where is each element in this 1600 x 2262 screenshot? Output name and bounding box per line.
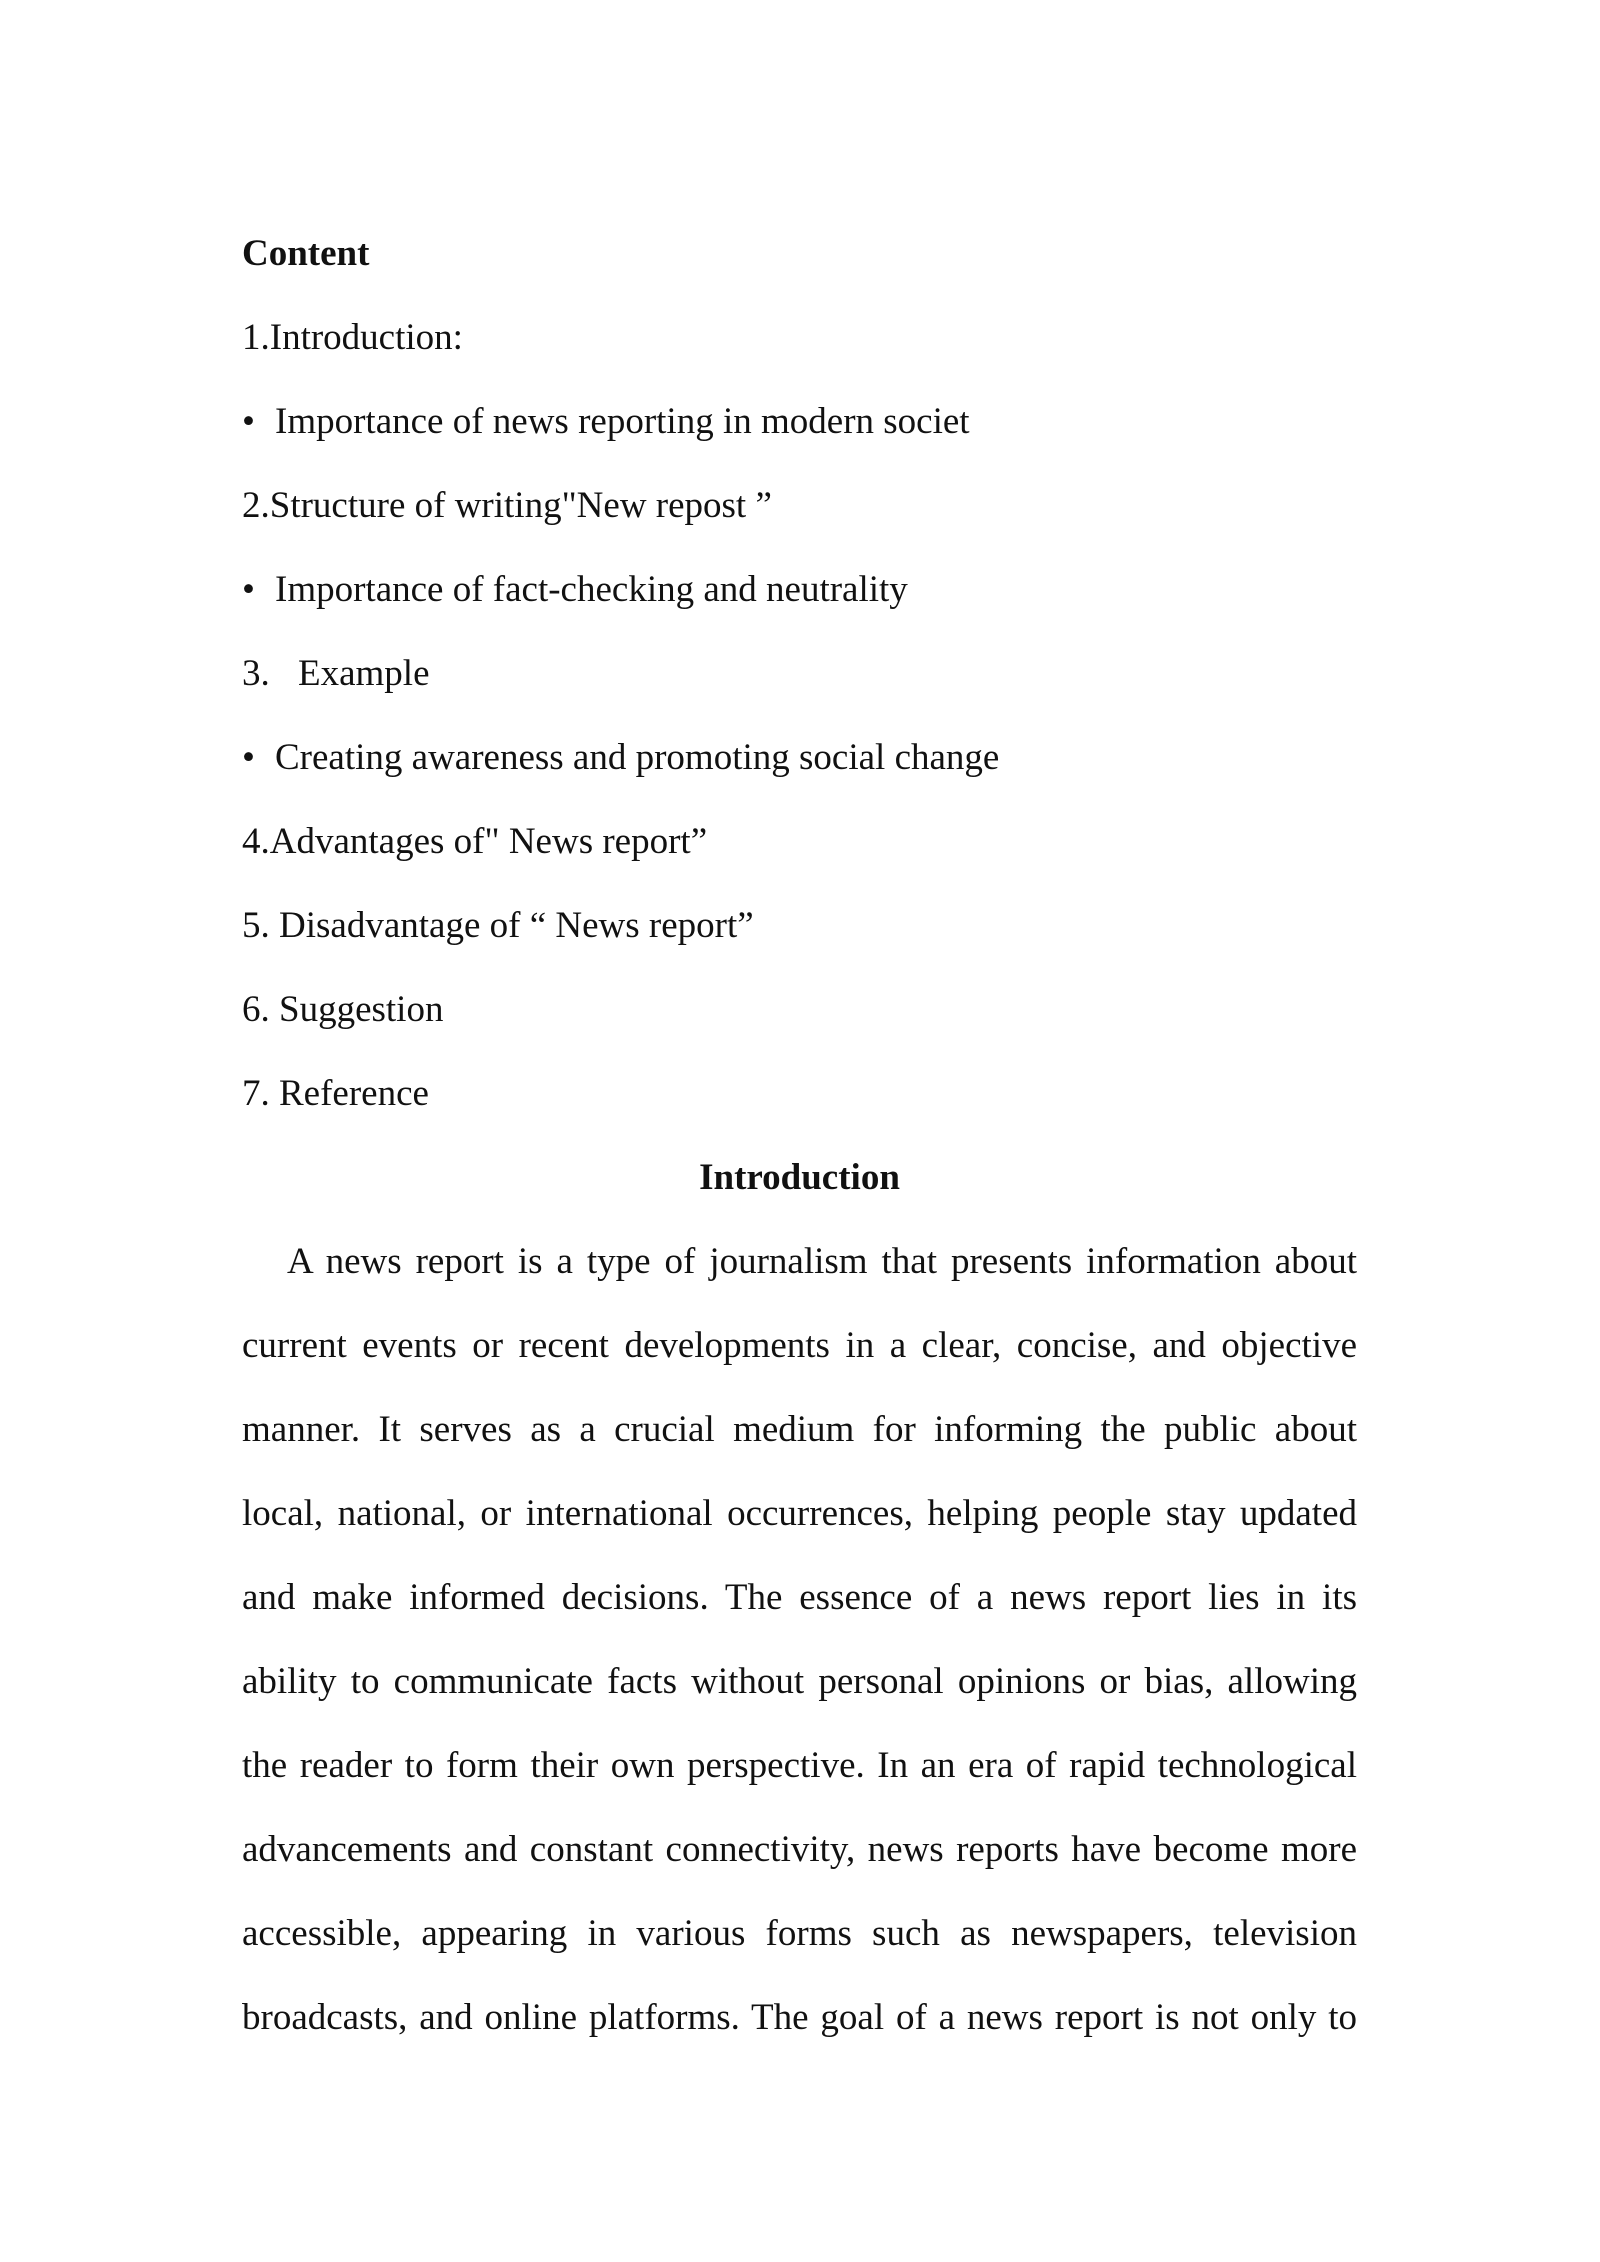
paragraph-line bbox=[242, 1304, 1357, 1388]
paragraph-line bbox=[242, 1556, 1357, 1640]
toc-item bbox=[242, 884, 1357, 968]
toc-item-text: 2.Structure of writing"New repost ” bbox=[242, 485, 772, 526]
toc-item bbox=[242, 464, 1357, 548]
paragraph-line-text: and make informed decisions. The essence of a news report lies in its bbox=[242, 1577, 1357, 1618]
document-page bbox=[242, 212, 1357, 2060]
paragraph-line-text: current events or recent developments in a clear, concise, and objective bbox=[242, 1325, 1357, 1366]
toc-item bbox=[242, 296, 1357, 380]
toc-item-text: Importance of fact-checking and neutrality bbox=[275, 569, 908, 610]
paragraph-line-text: A news report is a type of journalism that presents information about bbox=[287, 1241, 1357, 1282]
introduction-heading: Introduction bbox=[699, 1157, 900, 1198]
toc-item-text: 7. Reference bbox=[242, 1073, 429, 1114]
paragraph-line bbox=[242, 1220, 1357, 1304]
paragraph-line bbox=[242, 1976, 1357, 2060]
content-heading: Content bbox=[242, 233, 370, 274]
paragraph-line bbox=[242, 1808, 1357, 1892]
paragraph-line bbox=[242, 1892, 1357, 1976]
paragraph-line-text: manner. It serves as a crucial medium for informing the public about bbox=[242, 1409, 1357, 1450]
introduction-paragraph bbox=[242, 1220, 1357, 2060]
bullet-icon: • bbox=[242, 569, 255, 610]
toc-item bbox=[242, 1052, 1357, 1136]
toc-bullet-item bbox=[242, 548, 1357, 632]
toc-item-text: Importance of news reporting in modern societ bbox=[275, 401, 970, 442]
bullet-icon: • bbox=[242, 737, 255, 778]
toc-item bbox=[242, 800, 1357, 884]
toc-item-text: Creating awareness and promoting social change bbox=[275, 737, 1000, 778]
toc-item-text: 5. Disadvantage of “ News report” bbox=[242, 905, 754, 946]
bullet-icon: • bbox=[242, 401, 255, 442]
paragraph-line bbox=[242, 1724, 1357, 1808]
paragraph-line-text: accessible, appearing in various forms such as newspapers, television bbox=[242, 1913, 1357, 1954]
toc-item-text: 4.Advantages of" News report” bbox=[242, 821, 708, 862]
toc-item-text: 6. Suggestion bbox=[242, 989, 444, 1030]
toc-item bbox=[242, 968, 1357, 1052]
toc-item-text: 1.Introduction: bbox=[242, 317, 463, 358]
paragraph-line bbox=[242, 1472, 1357, 1556]
paragraph-line-text: advancements and constant connectivity, news reports have become more bbox=[242, 1829, 1357, 1870]
paragraph-line-text: local, national, or international occurrences, helping people stay updated bbox=[242, 1493, 1357, 1534]
paragraph-line-text: broadcasts, and online platforms. The goal of a news report is not only to bbox=[242, 1997, 1357, 2038]
toc-item bbox=[242, 632, 1357, 716]
toc-item-number: 3. bbox=[242, 653, 270, 694]
toc-item-text: Example bbox=[298, 653, 430, 694]
paragraph-line-text: the reader to form their own perspective. In an era of rapid technological bbox=[242, 1745, 1357, 1786]
toc-bullet-item bbox=[242, 716, 1357, 800]
toc-bullet-item bbox=[242, 380, 1357, 464]
paragraph-line bbox=[242, 1388, 1357, 1472]
paragraph-line-text: ability to communicate facts without personal opinions or bias, allowing bbox=[242, 1661, 1357, 1702]
paragraph-line bbox=[242, 1640, 1357, 1724]
